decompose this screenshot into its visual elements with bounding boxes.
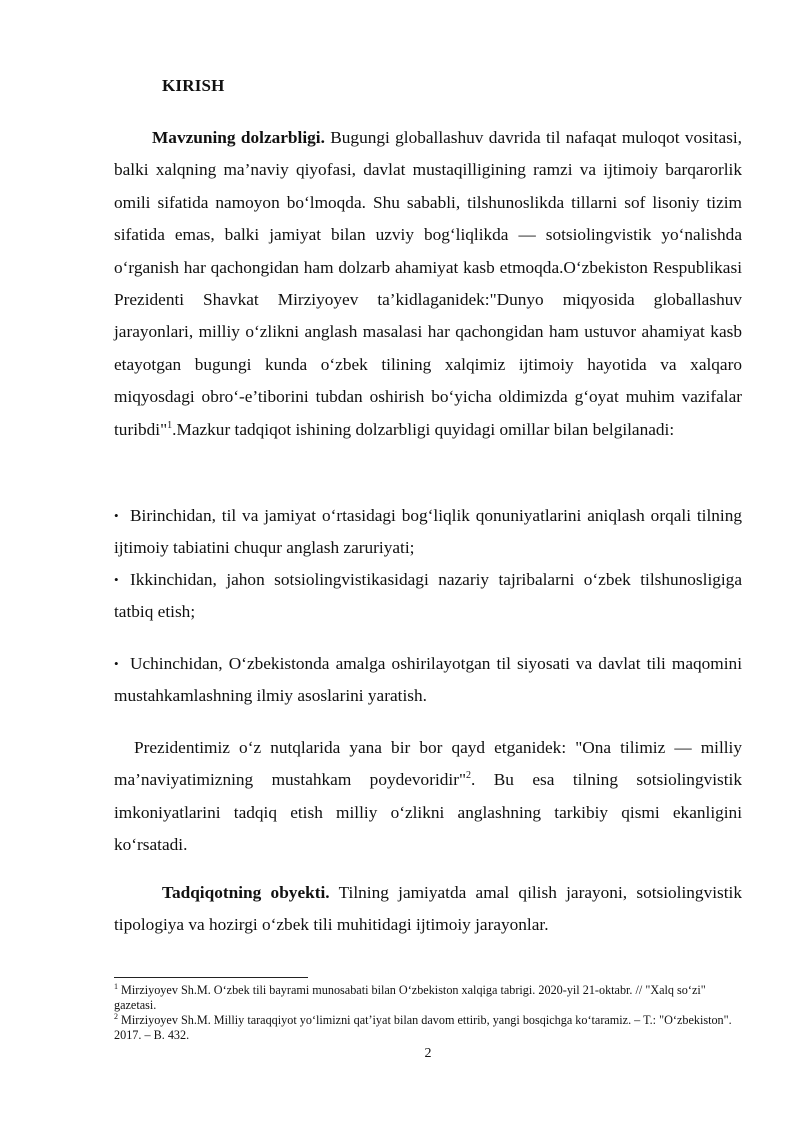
footnotes [114, 983, 742, 1043]
research-object-text: Tilning jamiyatda amal qilish jarayoni, sotsiolingvistik tipologiya va hozirgi o‘zbek tili muhitidagi ijtimoiy jarayonlar. [114, 883, 742, 935]
research-object-lead: Tadqiqotning obyekti. [162, 883, 330, 902]
bullet-icon: • [114, 508, 119, 523]
list-item [114, 564, 742, 627]
footnote-ref-2[interactable]: 2 [466, 770, 472, 782]
research-object-paragraph [114, 877, 742, 942]
list-item [114, 500, 742, 563]
list-item [114, 648, 742, 711]
footnote-number: 1 [114, 981, 118, 991]
list-item-text: Ikkinchidan, jahon sotsiolingvistikasidagi nazariy tajribalarni o‘zbek tilshunosligiga tatbiq etish; [114, 570, 742, 621]
footnote-text: Mirziyoyev Sh.M. O‘zbek tili bayrami munosabati bilan O‘zbekiston xalqiga tabrigi. 2020-yil 21-oktabr. // "Xalq so‘zi" gazetasi. [114, 983, 706, 1012]
footnote-number: 2 [114, 1011, 118, 1021]
relevance-paragraph [114, 122, 742, 446]
quote-text-end: . Bu esa tilning sotsiolingvistik imkoniyatlarini tadqiq etish milliy o‘zlikni anglashning tarkibiy qismi ekanligini ko‘rsatadi. [114, 770, 743, 855]
relevance-lead: Mavzuning dolzarbligi. [152, 128, 325, 147]
section-heading: KIRISH [162, 76, 225, 95]
list-item-text: Birinchidan, til va jamiyat o‘rtasidagi bog‘liqlik qonuniyatlarini aniqlash orqali tilning ijtimoiy tabiatini chuqur anglash zaruriyati; [114, 506, 742, 557]
president-quote-paragraph [114, 732, 742, 862]
footnote-1 [114, 983, 742, 1013]
bullet-icon: • [114, 572, 119, 587]
footnote-2 [114, 1013, 742, 1043]
quote-text: Prezidentimiz o‘z nutqlarida yana bir bor qayd etganidek: "Ona tilimiz — milliy ma’naviyatimizning mustahkam poydevoridir" [114, 738, 742, 790]
relevance-text-end: .Mazkur tadqiqot ishining dolzarbligi quyidagi omillar bilan belgilanadi: [172, 419, 675, 439]
page-number: 2 [424, 1046, 432, 1061]
list-item-text: Uchinchidan, O‘zbekistonda amalga oshirilayotgan til siyosati va davlat tili maqomini mustahkamlashning ilmiy asoslarini yaratish. [114, 654, 742, 705]
footnote-ref-1[interactable]: 1 [167, 419, 173, 431]
bullet-icon: • [114, 656, 119, 671]
relevance-text: Bugungi globallashuv davrida til nafaqat muloqot vositasi, balki xalqning ma’naviy qiyofasi, davlat mustaqilligining ramzi va ijtimoiy barqarorlik omili sifatida namoyon bo‘lmoqda. Shu sababli, tilshunoslikda tillarni sof lisoniy tizim sifatida emas, balki jamiyat bilan uzviy bog‘liqlikda — sotsiolingvistik yo‘nalishda o‘rganish har qachongidan ham dolzarb ahamiyat kasb etmoqda.O‘zbekiston Respublikasi Prezidenti Shavkat Mirziyoyev ta’kidlaganidek:"Dunyo miqyosida globallashuv jarayonlari, milliy o‘zlikni anglash masalasi har qachongidan ham ustuvor ahamiyat kasb etayotgan bugungi kunda o‘zbek tilining xalqimiz ijtimoiy hayotida va xalqaro miqyosdagi obro‘-e’tiborini tubdan oshirish bo‘yicha oldimizda g‘oyat muhim vazifalar turibdi" [114, 128, 743, 439]
footnote-text: Mirziyoyev Sh.M. Milliy taraqqiyot yo‘limizni qat’iyat bilan davom ettirib, yangi bosqichga ko‘taramiz. – T.: "O‘zbekiston". 2017. – B. 432. [114, 1013, 732, 1042]
footnote-divider [114, 977, 308, 978]
